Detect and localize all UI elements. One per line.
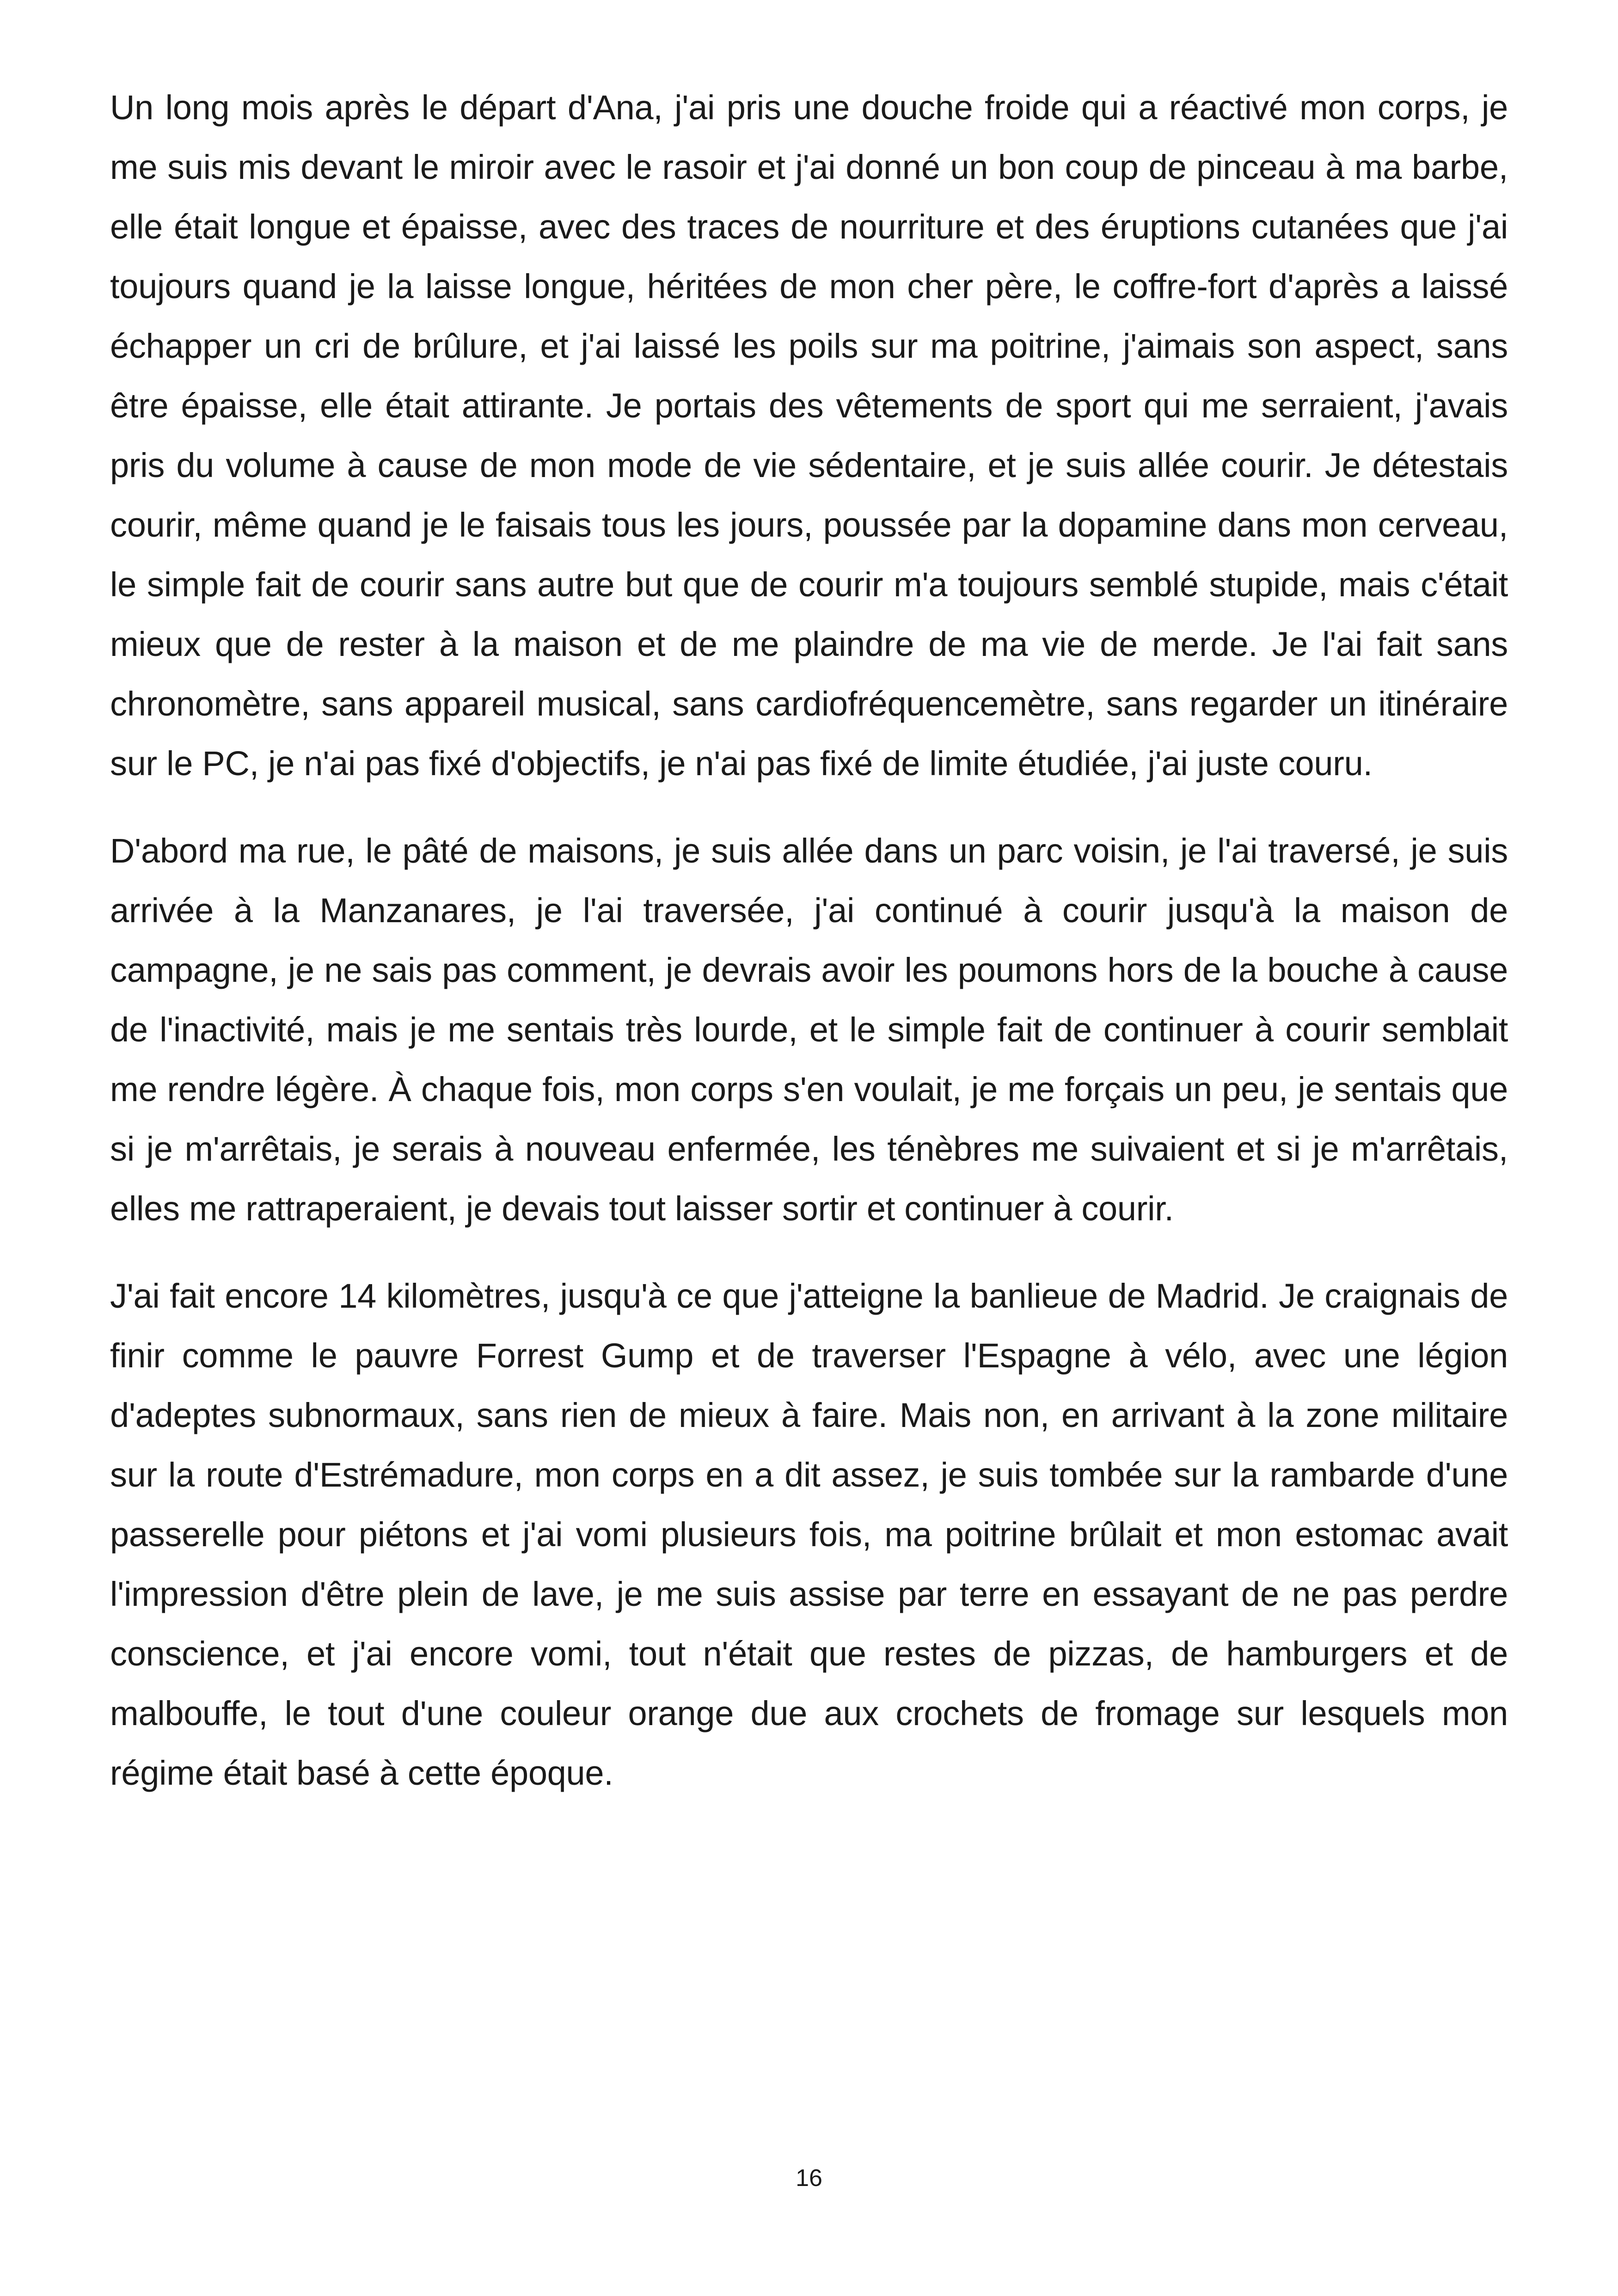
body-text (110, 78, 1508, 1831)
page-number: 16 (796, 2165, 822, 2192)
paragraph-3: J'ai fait encore 14 kilomètres, jusqu'à ce que j'atteigne la banlieue de Madrid. Je craignais de finir comme le pauvre Forrest Gump et de traverser l'Espagne à vélo, avec une légion d'adeptes subnormaux, sans rien de mieux à faire. Mais non, en arrivant à la zone militaire sur la route d'Estrémadure, mon corps en a dit assez, je suis tombée sur la rambarde d'une passerelle pour piétons et j'ai vomi plusieurs fois, ma poitrine brûlait et mon estomac avait l'impression d'être plein de lave, je me suis assise par terre en essayant de ne pas perdre conscience, et j'ai encore vomi, tout n'était que restes de pizzas, de hamburgers et de malbouffe, le tout d'une couleur orange due aux crochets de fromage sur lesquels mon régime était basé à cette époque. (110, 1277, 1508, 1792)
paragraph-1: Un long mois après le départ d'Ana, j'ai pris une douche froide qui a réactivé mon corps, je me suis mis devant le miroir avec le rasoir et j'ai donné un bon coup de pinceau à ma barbe, elle était longue et épaisse, avec des traces de nourriture et des éruptions cutanées que j'ai toujours quand je la laisse longue, héritées de mon cher père, le coffre-fort d'après a laissé échapper un cri de brûlure, et j'ai laissé les poils sur ma poitrine, j'aimais son aspect, sans être épaisse, elle était attirante. Je portais des vêtements de sport qui me serraient, j'avais pris du volume à cause de mon mode de vie sédentaire, et je suis allée courir. Je détestais courir, même quand je le faisais tous les jours, poussée par la dopamine dans mon cerveau, le simple fait de courir sans autre but que de courir m'a toujours semblé stupide, mais c'était mieux que de rester à la maison et de me plaindre de ma vie de merde. Je l'ai fait sans chronomètre, sans appareil musical, sans cardiofréquencemètre, sans regarder un itinéraire sur le PC, je n'ai pas fixé d'objectifs, je n'ai pas fixé de limite étudiée, j'ai juste couru. (110, 88, 1508, 783)
paragraph-2: D'abord ma rue, le pâté de maisons, je suis allée dans un parc voisin, je l'ai traversé, je suis arrivée à la Manzanares, je l'ai traversée, j'ai continué à courir jusqu'à la maison de campagne, je ne sais pas comment, je devrais avoir les poumons hors de la bouche à cause de l'inactivité, mais je me sentais très lourde, et le simple fait de continuer à courir semblait me rendre légère. À chaque fois, mon corps s'en voulait, je me forçais un peu, je sentais que si je m'arrêtais, je serais à nouveau enfermée, les ténèbres me suivaient et si je m'arrêtais, elles me rattraperaient, je devais tout laisser sortir et continuer à courir. (110, 832, 1508, 1228)
